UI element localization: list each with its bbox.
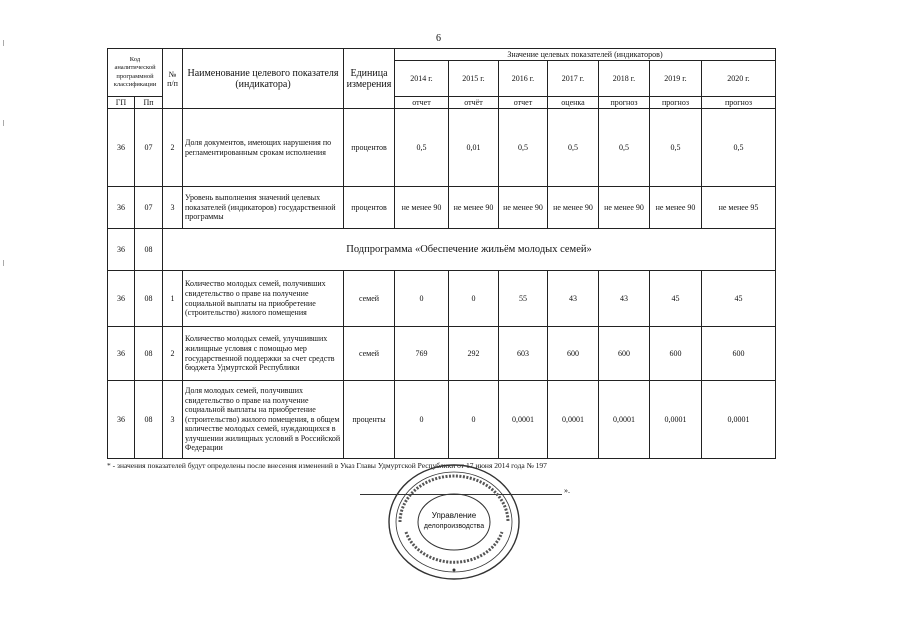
gp-header: ГП: [108, 97, 135, 109]
status-cell: отчет: [395, 97, 449, 109]
pp-cell: 08: [135, 327, 163, 381]
unit-header: Единица измерения: [344, 49, 395, 109]
value-cell: 600: [702, 327, 776, 381]
status-cell: прогноз: [702, 97, 776, 109]
year-cell: 2016 г.: [499, 61, 548, 97]
num-header: № п/п: [163, 49, 183, 109]
table-row: [108, 109, 776, 187]
subprogram-row: [108, 229, 776, 271]
value-cell: 43: [599, 271, 650, 327]
signature-mark: ».: [564, 486, 570, 495]
stamp-line2: делопроизводства: [423, 523, 485, 530]
value-cell: 0: [395, 381, 449, 459]
gp-cell: 36: [108, 109, 135, 187]
name-header: Наименование целевого показателя (индикатора): [183, 49, 344, 109]
value-cell: 0,5: [548, 109, 599, 187]
value-cell: 0,5: [599, 109, 650, 187]
indicator-name: Количество молодых семей, получивших свидетельство о праве на получение социальной выплаты на приобретение (строительство) жилого помещения: [183, 271, 344, 327]
status-cell: отчёт: [449, 97, 499, 109]
margin-mark: [3, 120, 4, 126]
pp-cell: 07: [135, 187, 163, 229]
subprogram-title: Подпрограмма «Обеспечение жильём молодых семей»: [163, 229, 776, 271]
value-cell: не менее 90: [395, 187, 449, 229]
gp-cell: 36: [108, 187, 135, 229]
unit-cell: проценты: [344, 381, 395, 459]
table-row: [108, 271, 776, 327]
indicator-name: Количество молодых семей, улучшивших жилищные условия с помощью мер государственной поддержки за счет средств бюджета Удмуртской Республики: [183, 327, 344, 381]
year-cell: 2015 г.: [449, 61, 499, 97]
value-cell: не менее 90: [499, 187, 548, 229]
value-cell: 600: [599, 327, 650, 381]
status-cell: оценка: [548, 97, 599, 109]
value-cell: 600: [650, 327, 702, 381]
value-cell: 45: [650, 271, 702, 327]
num-cell: 1: [163, 271, 183, 327]
unit-cell: процентов: [344, 187, 395, 229]
value-cell: 55: [499, 271, 548, 327]
value-cell: 0: [449, 381, 499, 459]
pp-cell: 07: [135, 109, 163, 187]
num-cell: 2: [163, 327, 183, 381]
year-cell: 2017 г.: [548, 61, 599, 97]
office-stamp: [386, 462, 522, 582]
indicator-name: Доля молодых семей, получивших свидетельство о праве на получение социальной выплаты на приобретение (строительство) жилого помещения, в общем количестве молодых семей, нуждающихся в улучшении жилищных условий в Российской Федерации: [183, 381, 344, 459]
gp-cell: 36: [108, 381, 135, 459]
table-row: [108, 327, 776, 381]
value-cell: 292: [449, 327, 499, 381]
footnote: * - значения показателей будут определены после внесения изменений в Указ Главы Удмуртской Республики от 17 июня 2014 года № 197: [107, 461, 547, 470]
value-cell: 603: [499, 327, 548, 381]
year-cell: 2014 г.: [395, 61, 449, 97]
value-cell: не менее 90: [548, 187, 599, 229]
year-cell: 2019 г.: [650, 61, 702, 97]
num-cell: 2: [163, 109, 183, 187]
gp-cell: 36: [108, 271, 135, 327]
pp-header: Пп: [135, 97, 163, 109]
year-cell: 2018 г.: [599, 61, 650, 97]
unit-cell: процентов: [344, 109, 395, 187]
num-cell: 3: [163, 381, 183, 459]
value-cell: 0,5: [499, 109, 548, 187]
margin-mark: [3, 260, 4, 266]
value-cell: 0,01: [449, 109, 499, 187]
values-header: Значение целевых показателей (индикаторов): [395, 49, 776, 61]
header-row: [108, 49, 776, 61]
value-cell: не менее 95: [702, 187, 776, 229]
unit-cell: семей: [344, 271, 395, 327]
value-cell: 45: [702, 271, 776, 327]
value-cell: 0,0001: [599, 381, 650, 459]
table-row: [108, 187, 776, 229]
code-header: Код аналитической программной классификации: [108, 49, 163, 97]
value-cell: 0,0001: [499, 381, 548, 459]
value-cell: 0: [449, 271, 499, 327]
value-cell: 769: [395, 327, 449, 381]
indicator-name: Доля документов, имеющих нарушения по регламентированным срокам исполнения: [183, 109, 344, 187]
value-cell: 0,5: [395, 109, 449, 187]
table-row: [108, 381, 776, 459]
value-cell: не менее 90: [449, 187, 499, 229]
value-cell: не менее 90: [599, 187, 650, 229]
num-cell: 3: [163, 187, 183, 229]
pp-cell: 08: [135, 229, 163, 271]
stamp-line1: Управление: [431, 511, 477, 520]
unit-cell: семей: [344, 327, 395, 381]
value-cell: 0,0001: [650, 381, 702, 459]
value-cell: 0,5: [702, 109, 776, 187]
gp-cell: 36: [108, 327, 135, 381]
status-cell: прогноз: [599, 97, 650, 109]
value-cell: 0,0001: [702, 381, 776, 459]
value-cell: 43: [548, 271, 599, 327]
year-cell: 2020 г.: [702, 61, 776, 97]
value-cell: 0: [395, 271, 449, 327]
gp-cell: 36: [108, 229, 135, 271]
pp-cell: 08: [135, 271, 163, 327]
value-cell: 0,0001: [548, 381, 599, 459]
margin-mark: [3, 40, 4, 46]
value-cell: 0,5: [650, 109, 702, 187]
value-cell: 600: [548, 327, 599, 381]
pp-cell: 08: [135, 381, 163, 459]
page-number: 6: [436, 33, 441, 44]
status-cell: отчет: [499, 97, 548, 109]
status-cell: прогноз: [650, 97, 702, 109]
value-cell: не менее 90: [650, 187, 702, 229]
indicator-name: Уровень выполнения значений целевых показателей (индикаторов) государственной программы: [183, 187, 344, 229]
indicators-table: [107, 48, 776, 459]
